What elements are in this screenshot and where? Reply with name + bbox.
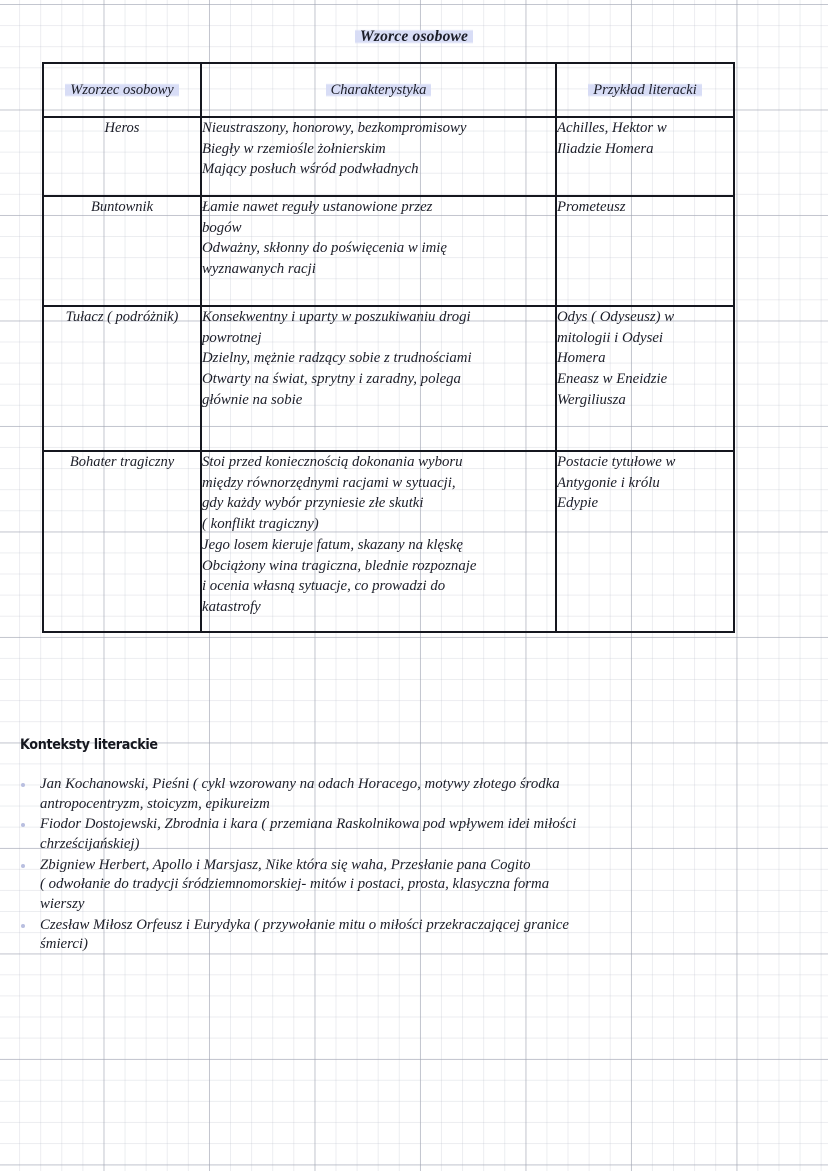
table-header-row — [43, 63, 734, 117]
cell-characteristics — [201, 117, 556, 196]
cell-examples — [556, 117, 734, 196]
cell-examples — [556, 451, 734, 632]
page-title — [0, 28, 828, 46]
example-line: Antygonie i królu — [557, 474, 660, 491]
example-line: Odys ( Odyseusz) w — [557, 309, 675, 325]
cell-examples — [556, 196, 734, 306]
list-item-text — [40, 856, 660, 915]
list-item-line: ( odwołanie do tradycji śródziemnomorskiej- mitów i postaci, prosta, klasyczna forma — [40, 876, 550, 893]
cell-pattern-name: Buntownik — [43, 196, 201, 306]
characteristic-line: gdy każdy wybór przyniesie złe skutki — [202, 495, 424, 512]
characteristic-line: katastrofy — [202, 598, 261, 615]
list-item — [20, 916, 660, 955]
example-line: Wergiliusza — [557, 391, 626, 408]
column-header-label: Wzorzec osobowy — [65, 82, 179, 98]
table-row — [43, 117, 734, 196]
cell-characteristics — [201, 196, 556, 306]
table-body — [43, 117, 734, 632]
characteristic-line: wyznawanych racji — [202, 261, 316, 278]
list-item-line: antropocentryzm, stoicyzm, epikureizm — [40, 795, 270, 812]
example-line: Postacie tytułowe w — [557, 454, 676, 470]
example-line: Homera — [557, 350, 606, 367]
cell-pattern-name: Heros — [43, 117, 201, 196]
list-item-line: wierszy — [40, 896, 85, 913]
bullet-icon — [21, 924, 25, 928]
table-row — [43, 451, 734, 632]
bullet-icon — [21, 864, 25, 868]
characteristic-line: Konsekwentny i uparty w poszukiwaniu drogi — [202, 309, 471, 325]
characteristic-line: Mający posłuch wśród podwładnych — [202, 161, 419, 178]
cell-pattern-name: Tułacz ( podróżnik) — [43, 306, 201, 451]
example-line: Edypie — [557, 495, 599, 512]
column-header-charakterystyka — [201, 63, 556, 117]
list-item — [20, 815, 660, 854]
example-line: Eneasz w Eneidzie — [557, 371, 668, 388]
characteristic-line: bogów — [202, 219, 242, 236]
characteristic-line: Dzielny, mężnie radzący sobie z trudnościami — [202, 350, 472, 367]
column-header-przyklad-literacki — [556, 63, 734, 117]
list-item — [20, 775, 660, 814]
characteristic-line: Jego losem kieruje fatum, skazany na klęskę — [202, 536, 463, 553]
characteristic-line: Obciążony wina tragiczna, blednie rozpoznaje — [202, 557, 477, 574]
column-header-label: Charakterystyka — [326, 82, 432, 98]
characteristic-line: ( konflikt tragiczny) — [202, 516, 319, 533]
column-header-label: Przykład literacki — [588, 82, 701, 98]
cell-examples — [556, 306, 734, 451]
cell-characteristics — [201, 306, 556, 451]
cell-pattern-name: Bohater tragiczny — [43, 451, 201, 632]
characteristic-line: Łamie nawet reguły ustanowione przez — [202, 199, 433, 215]
example-line: Iliadzie Homera — [557, 140, 654, 157]
characteristic-line: Stoi przed koniecznością dokonania wyboru — [202, 454, 463, 470]
list-item-text — [40, 916, 660, 955]
list-item-line: Jan Kochanowski, Pieśni ( cykl wzorowany na odach Horacego, motywy złotego środka — [40, 776, 560, 792]
literary-contexts-section — [20, 737, 660, 956]
example-line: Prometeusz — [557, 199, 626, 215]
characteristic-line: i ocenia własną sytuacje, co prowadzi do — [202, 578, 446, 595]
list-item-text — [40, 815, 660, 854]
cell-characteristics — [201, 451, 556, 632]
characteristic-line: Nieustraszony, honorowy, bezkompromisowy — [202, 120, 467, 136]
table-row — [43, 306, 734, 451]
table-row — [43, 196, 734, 306]
bullet-icon — [21, 823, 25, 827]
characteristic-line: powrotnej — [202, 329, 262, 346]
list-item-text — [40, 775, 660, 814]
list-item-line: chrześcijańskiej) — [40, 836, 140, 853]
column-header-wzorzec-osobowy — [43, 63, 201, 117]
list-item-line: Zbigniew Herbert, Apollo i Marsjasz, Nike która się waha, Przesłanie pana Cogito — [40, 856, 531, 873]
list-item-line: Czesław Miłosz Orfeusz i Eurydyka ( przywołanie mitu o miłości przekraczającej granice — [40, 916, 569, 933]
characteristic-line: Biegły w rzemiośle żołnierskim — [202, 140, 386, 157]
characteristic-line: głównie na sobie — [202, 391, 303, 408]
characteristic-line: między równorzędnymi racjami w sytuacji, — [202, 474, 456, 491]
example-line: mitologii i Odysei — [557, 329, 664, 346]
page-title-text: Wzorce osobowe — [355, 28, 473, 45]
wzorce-osobowe-table — [42, 62, 735, 633]
list-item — [20, 856, 660, 915]
list-item-line: Fiodor Dostojewski, Zbrodnia i kara ( przemiana Raskolnikowa pod wpływem idei miłości — [40, 816, 577, 833]
contexts-list — [20, 775, 660, 955]
list-item-line: śmierci) — [40, 936, 88, 953]
section-heading: Konteksty literackie — [20, 737, 158, 753]
table-header — [43, 63, 734, 117]
characteristic-line: Odważny, skłonny do poświęcenia w imię — [202, 240, 447, 257]
characteristic-line: Otwarty na świat, sprytny i zaradny, polega — [202, 371, 461, 388]
example-line: Achilles, Hektor w — [557, 120, 667, 136]
bullet-icon — [21, 783, 25, 787]
